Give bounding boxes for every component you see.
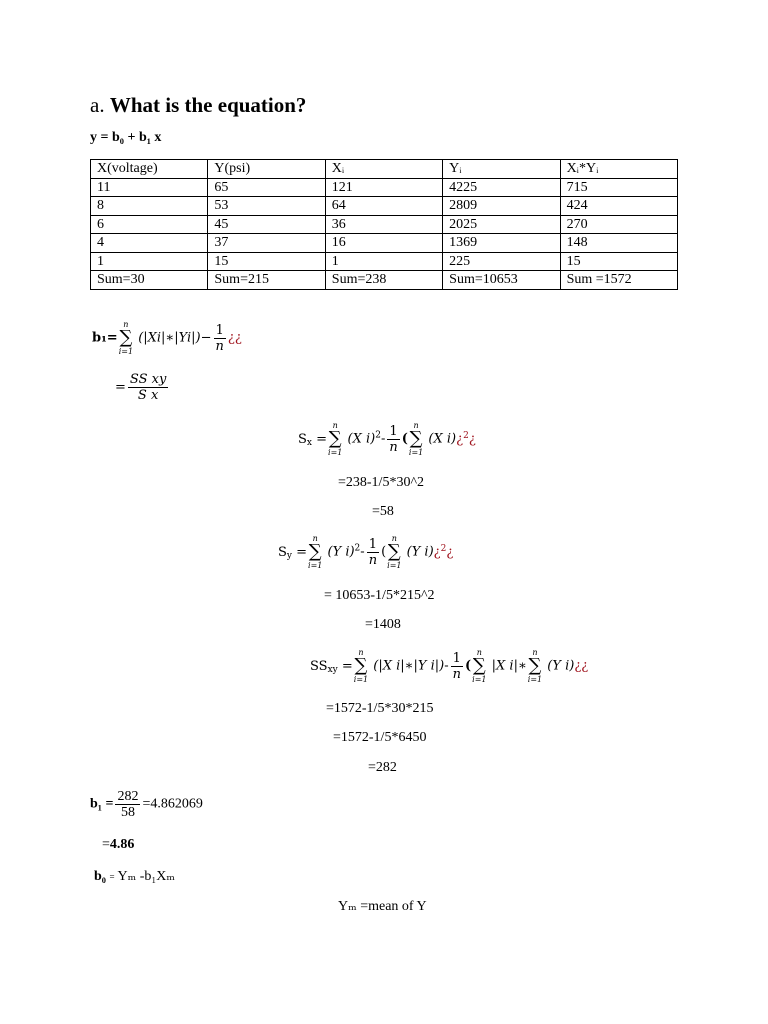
table-header-cell: Y(psi) — [208, 160, 325, 179]
ssxy-calc-line-1: =1572-1/5*30*215 — [326, 701, 434, 716]
table-header-cell: Xᵢ*Yᵢ — [560, 160, 677, 179]
b1-rounded: =4.86 — [102, 837, 135, 852]
table-cell: 4225 — [443, 178, 560, 197]
table-cell: 225 — [443, 252, 560, 271]
b1-tail: ¿¿ — [227, 330, 242, 346]
ym-note: Yₘ =mean of Y — [338, 899, 427, 914]
b1-formula: b₁= n ∑ i=1 (|Xi|∗|Yi|)− $\frac{1}{n}$ ¿¿ — [92, 320, 242, 356]
table-cell: 64 — [325, 197, 442, 216]
sy-calc-line-1: = 10653-1/5*215^2 — [324, 588, 435, 603]
table-cell: Sum=238 — [325, 271, 442, 290]
table-cell: 53 — [208, 197, 325, 216]
table-header-cell: Xᵢ — [325, 160, 442, 179]
table-cell: 2809 — [443, 197, 560, 216]
table-cell: 4 — [91, 234, 208, 253]
table-cell: 1 — [91, 252, 208, 271]
table-header-cell: X(voltage) — [91, 160, 208, 179]
table-cell: Sum=30 — [91, 271, 208, 290]
ssxy-calc-line-3: =282 — [368, 760, 397, 775]
table-cell: 121 — [325, 178, 442, 197]
table-cell: Sum=215 — [208, 271, 325, 290]
table-cell: 15 — [560, 252, 677, 271]
table-row — [91, 215, 678, 234]
table-cell: 2025 — [443, 215, 560, 234]
table-row — [91, 252, 678, 271]
table-cell: 1 — [325, 252, 442, 271]
table-cell: 424 — [560, 197, 677, 216]
sx-calc-line-2: =58 — [372, 504, 394, 519]
data-table — [90, 159, 678, 290]
sum-symbol: n ∑ i=1 — [328, 421, 343, 457]
table-cell: 36 — [325, 215, 442, 234]
table-cell: 270 — [560, 215, 677, 234]
b0-formula: b₀ = Yₘ -b₁Xₘ — [94, 869, 175, 884]
ratio-formula: = $\frac{\text{SS xy}}{\text{S x}}$ — [115, 372, 167, 403]
table-header-row — [91, 160, 678, 179]
question-heading — [90, 93, 306, 118]
table-cell: 45 — [208, 215, 325, 234]
table-cell: 6 — [91, 215, 208, 234]
table-cell: Sum =1572 — [560, 271, 677, 290]
table-cell: 15 — [208, 252, 325, 271]
ratio-fraction: $\frac{\text{SS xy}}{\text{S x}}$ — [129, 372, 167, 403]
sy-formula: $S_y$ = n ∑ i=1 (Y i)$^2$- $\frac{1}{n}$ ( n ∑ i=1 (Y i)¿$^2$¿ — [278, 534, 454, 570]
one-over-n: $\frac{1}{n}$ — [215, 322, 224, 354]
model-equation: y = b₀ + b₁ x — [90, 130, 162, 145]
sum-symbol: n ∑ i=1 — [118, 320, 134, 356]
table-cell: 11 — [91, 178, 208, 197]
table-cell: 8 — [91, 197, 208, 216]
table-row — [91, 234, 678, 253]
b1-term: (|Xi|∗|Yi|) — [138, 330, 201, 346]
sx-formula: $S_x$ = n ∑ i=1 (X i)$^2$- $\frac{1}{n}$ ( n ∑ i=1 (X i)¿$^2$¿ — [298, 421, 476, 457]
ssxy-formula: $SS_{xy}$ = n ∑ i=1 (|X i|∗|Y i|)- $\frac{1}{n}$ ( n ∑ i=1 |X i|∗ n ∑ i=1 (Y i)¿¿ — [310, 648, 589, 684]
table-cell: 715 — [560, 178, 677, 197]
table-header-cell: Yᵢ — [443, 160, 560, 179]
b1-label: b₁= — [92, 330, 118, 346]
table-sum-row — [91, 271, 678, 290]
sx-calc-line-1: =238-1/5*30^2 — [338, 475, 425, 490]
table-cell: 148 — [560, 234, 677, 253]
sy-calc-line-2: =1408 — [365, 617, 401, 632]
table-row — [91, 178, 678, 197]
question-prefix: a. — [90, 93, 105, 117]
b1-result: b₁ = $\frac{282}{58}$ =4.862069 — [90, 789, 203, 820]
table-row — [91, 197, 678, 216]
table-cell: 37 — [208, 234, 325, 253]
question-title: What is the equation? — [109, 93, 307, 117]
ssxy-calc-line-2: =1572-1/5*6450 — [333, 730, 427, 745]
table-cell: 65 — [208, 178, 325, 197]
table-cell: Sum=10653 — [443, 271, 560, 290]
table-cell: 1369 — [443, 234, 560, 253]
b1-fraction: $\frac{282}{58}$ — [117, 789, 139, 820]
table-cell: 16 — [325, 234, 442, 253]
